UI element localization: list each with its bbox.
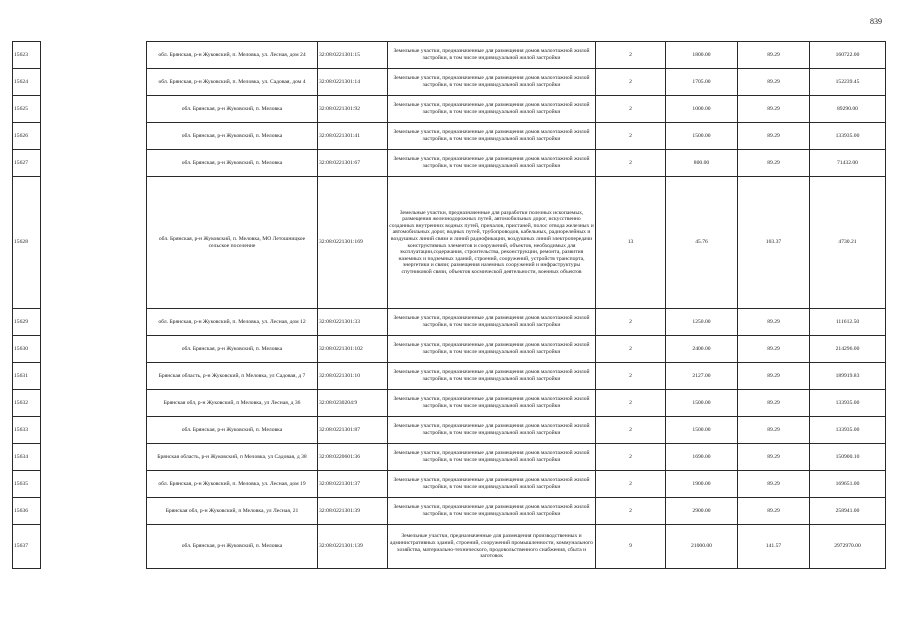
cadastral-value-cell: 2972970.00 xyxy=(810,525,886,569)
address-cell: Брянская обл, р-н Жуковский, п Меловка, ул Лесная, д 36 xyxy=(147,390,318,417)
cadastral-number-cell: 32:08:0221301:41 xyxy=(318,123,388,150)
cadastral-number-cell: 32:08:0221301:10 xyxy=(318,363,388,390)
area-cell: 1800.00 xyxy=(666,42,738,69)
cadastral-number-cell: 32:08:0221301:92 xyxy=(318,96,388,123)
land-use-description-cell: Земельные участки, предназначенные для размещения домов малоэтажной жилой застройки, в том числе индивидуальной жилой застройки xyxy=(388,471,596,498)
page-number: 839 xyxy=(870,17,882,26)
group-cell: 2 xyxy=(596,309,666,336)
row-number: 15636 xyxy=(13,498,41,525)
group-cell: 2 xyxy=(596,123,666,150)
cadastral-number-cell: 32:08:0221301:67 xyxy=(318,150,388,177)
cadastral-value-cell: 150900.10 xyxy=(810,444,886,471)
address-cell: обл. Брянская, р-н Жуковский, п. Меловка xyxy=(147,123,318,150)
row-number: 15623 xyxy=(13,42,41,69)
cadastral-number-cell: 32:08:0221301:87 xyxy=(318,417,388,444)
table-row xyxy=(13,444,886,471)
cadastral-value-cell: 189919.83 xyxy=(810,363,886,390)
cadastral-value-cell: 160722.00 xyxy=(810,42,886,69)
table-row xyxy=(13,69,886,96)
blank-cell xyxy=(41,363,147,390)
specific-value-cell: 89.29 xyxy=(738,444,810,471)
land-use-description-cell: Земельные участки, предназначенные для размещения домов малоэтажной жилой застройки, в том числе индивидуальной жилой застройки xyxy=(388,390,596,417)
address-cell: обл. Брянская, р-н Жуковский, п. Меловка, ул. Лесная, дом 12 xyxy=(147,309,318,336)
cadastral-number-cell: 32:08:0221301:139 xyxy=(318,525,388,569)
group-cell: 2 xyxy=(596,390,666,417)
blank-cell xyxy=(41,177,147,309)
land-use-description-cell: Земельные участки, предназначенные для размещения домов малоэтажной жилой застройки, в том числе индивидуальной жилой застройки xyxy=(388,363,596,390)
specific-value-cell: 89.29 xyxy=(738,498,810,525)
cadastral-value-cell: 133935.00 xyxy=(810,123,886,150)
group-cell: 2 xyxy=(596,471,666,498)
blank-cell xyxy=(41,309,147,336)
land-use-description-cell: Земельные участки, предназначенные для размещения домов малоэтажной жилой застройки, в том числе индивидуальной жилой застройки xyxy=(388,123,596,150)
area-cell: 1250.00 xyxy=(666,309,738,336)
address-cell: Брянская область, р-н Жуковский, п Меловка, ул Садовая, д 38 xyxy=(147,444,318,471)
cadastral-value-cell: 169651.00 xyxy=(810,471,886,498)
table-row xyxy=(13,525,886,569)
table-row xyxy=(13,150,886,177)
land-use-description-cell: Земельные участки, предназначенные для размещения домов малоэтажной жилой застройки, в том числе индивидуальной жилой застройки xyxy=(388,498,596,525)
blank-cell xyxy=(41,444,147,471)
area-cell: 1000.00 xyxy=(666,96,738,123)
land-use-description-cell: Земельные участки, предназначенные для размещения домов малоэтажной жилой застройки, в том числе индивидуальной жилой застройки xyxy=(388,96,596,123)
row-number: 15630 xyxy=(13,336,41,363)
blank-cell xyxy=(41,525,147,569)
specific-value-cell: 89.29 xyxy=(738,417,810,444)
area-cell: 1500.00 xyxy=(666,123,738,150)
row-number: 15626 xyxy=(13,123,41,150)
land-use-description-cell: Земельные участки, предназначенные для размещения домов малоэтажной жилой застройки, в том числе индивидуальной жилой застройки xyxy=(388,309,596,336)
specific-value-cell: 89.29 xyxy=(738,336,810,363)
table-row xyxy=(13,42,886,69)
table-row xyxy=(13,309,886,336)
cadastral-number-cell: 32:08:0221301:33 xyxy=(318,309,388,336)
group-cell: 2 xyxy=(596,150,666,177)
table-row xyxy=(13,96,886,123)
area-cell: 2900.00 xyxy=(666,498,738,525)
row-number: 15633 xyxy=(13,417,41,444)
table-row xyxy=(13,390,886,417)
row-number: 15631 xyxy=(13,363,41,390)
group-cell: 13 xyxy=(596,177,666,309)
specific-value-cell: 89.29 xyxy=(738,96,810,123)
area-cell: 1900.00 xyxy=(666,471,738,498)
group-cell: 2 xyxy=(596,498,666,525)
group-cell: 2 xyxy=(596,417,666,444)
cadastral-value-cell: 111612.50 xyxy=(810,309,886,336)
address-cell: обл. Брянская, р-н Жуковский, п. Меловка xyxy=(147,336,318,363)
table-row xyxy=(13,336,886,363)
blank-cell xyxy=(41,150,147,177)
land-use-description-cell: Земельные участки, предназначенные для размещения домов малоэтажной жилой застройки, в том числе индивидуальной жилой застройки xyxy=(388,150,596,177)
row-number: 15637 xyxy=(13,525,41,569)
land-use-description-cell: Земельные участки, предназначенные для размещения производственных и административных зданий, строений, сооружений промышленности, коммунального хозяйства, материально-технического, продовольственного снабжения, сбыта и заготовок xyxy=(388,525,596,569)
area-cell: 21000.00 xyxy=(666,525,738,569)
area-cell: 1705.00 xyxy=(666,69,738,96)
cadastral-value-cell: 133935.00 xyxy=(810,390,886,417)
area-cell: 800.00 xyxy=(666,150,738,177)
blank-cell xyxy=(41,123,147,150)
table-row xyxy=(13,498,886,525)
blank-cell xyxy=(41,96,147,123)
cadastral-number-cell: 32:08:0221301:14 xyxy=(318,69,388,96)
land-use-description-cell: Земельные участки, предназначенные для размещения домов малоэтажной жилой застройки, в том числе индивидуальной жилой застройки xyxy=(388,417,596,444)
group-cell: 2 xyxy=(596,336,666,363)
row-number: 15624 xyxy=(13,69,41,96)
cadastral-number-cell: 32:08:0220601:36 xyxy=(318,444,388,471)
row-number: 15629 xyxy=(13,309,41,336)
group-cell: 2 xyxy=(596,363,666,390)
cadastral-number-cell: 32:08:0221301:102 xyxy=(318,336,388,363)
table-row xyxy=(13,363,886,390)
cadastral-value-cell: 258941.00 xyxy=(810,498,886,525)
group-cell: 2 xyxy=(596,42,666,69)
row-number: 15635 xyxy=(13,471,41,498)
blank-cell xyxy=(41,471,147,498)
table-row xyxy=(13,471,886,498)
cadastral-value-cell: 152239.45 xyxy=(810,69,886,96)
land-use-description-cell: Земельные участки, предназначенные для размещения домов малоэтажной жилой застройки, в том числе индивидуальной жилой застройки xyxy=(388,42,596,69)
cadastral-number-cell: 32:08:0221301:15 xyxy=(318,42,388,69)
group-cell: 2 xyxy=(596,444,666,471)
row-number: 15632 xyxy=(13,390,41,417)
cadastral-number-cell: 32:08:0230204:9 xyxy=(318,390,388,417)
area-cell: 2400.00 xyxy=(666,336,738,363)
specific-value-cell: 89.29 xyxy=(738,42,810,69)
address-cell: обл. Брянская, р-н Жуковский, п. Меловка, ул. Садовая, дом 4 xyxy=(147,69,318,96)
area-cell: 1690.00 xyxy=(666,444,738,471)
blank-cell xyxy=(41,390,147,417)
cadastral-value-cell: 214296.00 xyxy=(810,336,886,363)
group-cell: 2 xyxy=(596,69,666,96)
specific-value-cell: 89.29 xyxy=(738,309,810,336)
blank-cell xyxy=(41,69,147,96)
specific-value-cell: 89.29 xyxy=(738,390,810,417)
address-cell: обл. Брянская, р-н Жуковский, п. Меловка xyxy=(147,96,318,123)
cadastral-value-cell: 89290.00 xyxy=(810,96,886,123)
table-row xyxy=(13,177,886,309)
area-cell: 1500.00 xyxy=(666,390,738,417)
specific-value-cell: 89.29 xyxy=(738,471,810,498)
land-use-description-cell: Земельные участки, предназначенные для размещения домов малоэтажной жилой застройки, в том числе индивидуальной жилой застройки xyxy=(388,69,596,96)
group-cell: 2 xyxy=(596,96,666,123)
cadastral-value-cell: 4730.21 xyxy=(810,177,886,309)
address-cell: обл. Брянская, р-н Жуковский, п. Меловка xyxy=(147,150,318,177)
specific-value-cell: 103.37 xyxy=(738,177,810,309)
area-cell: 1500.00 xyxy=(666,417,738,444)
table-row xyxy=(13,123,886,150)
cadastral-value-cell: 133935.00 xyxy=(810,417,886,444)
cadastral-value-cell: 71432.00 xyxy=(810,150,886,177)
specific-value-cell: 89.29 xyxy=(738,123,810,150)
address-cell: Брянская область, р-н Жуковский, п Меловка, ул Садовая, д 7 xyxy=(147,363,318,390)
table-row xyxy=(13,417,886,444)
specific-value-cell: 89.29 xyxy=(738,150,810,177)
area-cell: 45.76 xyxy=(666,177,738,309)
land-use-description-cell: Земельные участки, предназначенные для разработки полезных ископаемых, размещения железнодорожных путей, автомобильных дорог, искусственно созданных внутренних водных путей, причалов, пристаней, полос отвода железных и автомобильных дорог, водных путей, трубопроводов, кабельных, радиорелейных и воздушных линий связи и линий радиофикации, воздушных линий электропередачи конструктивных элементов и сооружений, объектов, необходимых для эксплуатации,содержания, строительства, реконструкции, ремонта, развития наземных и подземных зданий, строений, сооружений, устройств транспорта, энергетики и связи; размещения наземных сооружений и инфраструктуры спутниковой связи, объектов космической деятельности, военных объектов xyxy=(388,177,596,309)
group-cell: 9 xyxy=(596,525,666,569)
row-number: 15625 xyxy=(13,96,41,123)
blank-cell xyxy=(41,498,147,525)
blank-cell xyxy=(41,417,147,444)
row-number: 15628 xyxy=(13,177,41,309)
specific-value-cell: 141.57 xyxy=(738,525,810,569)
cadastral-number-cell: 32:08:0221301:37 xyxy=(318,471,388,498)
address-cell: обл. Брянская, р-н Жуковский, п. Меловка, ул. Лесная, дом 24 xyxy=(147,42,318,69)
address-cell: Брянская обл, р-н Жуковский, п Меловка, ул Лесная, 21 xyxy=(147,498,318,525)
address-cell: обл. Брянская, р-н Жуковский, п. Меловка xyxy=(147,525,318,569)
blank-cell xyxy=(41,336,147,363)
blank-cell xyxy=(41,42,147,69)
cadastral-value-table xyxy=(12,41,886,569)
cadastral-number-cell: 32:08:0221301:39 xyxy=(318,498,388,525)
address-cell: обл. Брянская, р-н Жуковский, п. Меловка, ул. Лесная, дом 19 xyxy=(147,471,318,498)
cadastral-number-cell: 32:08:0221301:169 xyxy=(318,177,388,309)
land-use-description-cell: Земельные участки, предназначенные для размещения домов малоэтажной жилой застройки, в том числе индивидуальной жилой застройки xyxy=(388,336,596,363)
address-cell: обл. Брянская, р-н Жуковский, п. Меловка xyxy=(147,417,318,444)
row-number: 15627 xyxy=(13,150,41,177)
specific-value-cell: 89.29 xyxy=(738,363,810,390)
specific-value-cell: 89.29 xyxy=(738,69,810,96)
address-cell: обл. Брянская, р-н Жуковский, п. Меловка, МО Летошницкое сельское поселение xyxy=(147,177,318,309)
land-use-description-cell: Земельные участки, предназначенные для размещения домов малоэтажной жилой застройки, в том числе индивидуальной жилой застройки xyxy=(388,444,596,471)
area-cell: 2127.00 xyxy=(666,363,738,390)
row-number: 15634 xyxy=(13,444,41,471)
